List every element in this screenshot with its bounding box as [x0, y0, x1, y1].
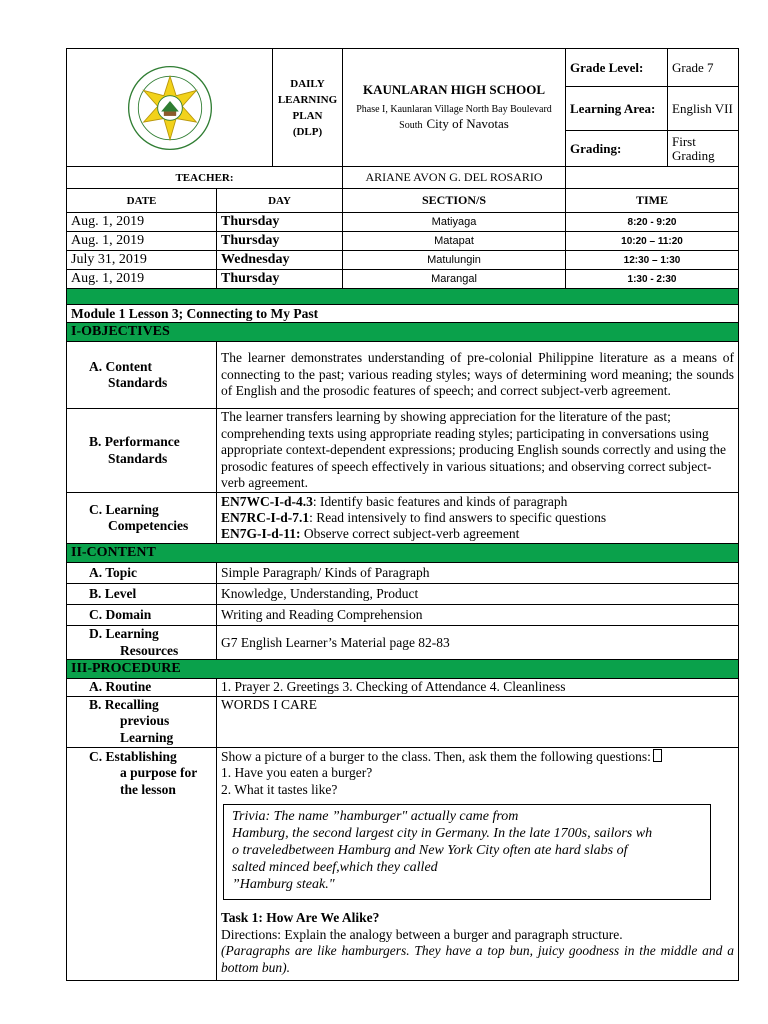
label-line: B. Performance: [89, 434, 180, 449]
learning-area-label: Learning Area:: [566, 87, 668, 131]
competency-text: : Read intensively to find answers to specific questions: [309, 510, 607, 525]
domain-value: Writing and Reading Comprehension: [217, 605, 739, 626]
trivia-line: Trivia: The name ”hamburger" actually came from: [232, 809, 519, 824]
trivia-line: Hamburg, the second largest city in Germany. In the late 1700s, sailors wh: [232, 826, 653, 841]
competency-text: Observe correct subject-verb agreement: [300, 526, 520, 541]
schedule-header-date: DATE: [67, 189, 217, 213]
schedule-row: [67, 213, 739, 232]
schedule-header-day: DAY: [217, 189, 343, 213]
routine-label: A. Routine: [67, 679, 217, 697]
schedule-row: [67, 232, 739, 251]
label-line: C. Establishing: [89, 748, 177, 764]
establishing-purpose-content: [217, 747, 739, 980]
schedule-row: [67, 270, 739, 289]
schedule-row: [67, 251, 739, 270]
schedule-date: Aug. 1, 2019: [67, 270, 217, 289]
content-heading: II-CONTENT: [67, 544, 739, 563]
recalling-label: [67, 696, 217, 747]
grading-value: First Grading: [668, 131, 739, 167]
competency-code: EN7RC-I-d-7.1: [221, 510, 310, 525]
trivia-line: ”Hamburg steak.": [232, 877, 335, 892]
content-standards-text: The learner demonstrates understanding of pre-colonial Philippine literature as a means of connecting to the past; various reading styles; ways of determining word meaning; the sounds of English and the prosodic features of speech; and correct subject-verb agreement.: [217, 342, 739, 409]
dlp-title-line: (DLP): [292, 125, 323, 138]
label-line: the lesson: [120, 781, 176, 797]
dlp-title-line: PLAN: [292, 109, 323, 122]
school-info: [343, 49, 566, 167]
trivia-line: o traveledbetween Hamburg and New York City often ate hard slabs of: [232, 843, 628, 858]
schedule-time: 1:30 - 2:30: [566, 270, 739, 289]
schedule-section: Matapat: [343, 232, 566, 251]
question-item: 2. What it tastes like?: [221, 781, 338, 797]
topic-value: Simple Paragraph/ Kinds of Paragraph: [217, 563, 739, 584]
recalling-value: WORDS I CARE: [217, 696, 739, 747]
label-line: Standards: [108, 375, 168, 390]
dlp-title: [273, 49, 343, 167]
school-address: Phase I, Kaunlaran Village North Bay Boulevard South: [356, 104, 552, 131]
checkbox-glyph-icon: [653, 749, 662, 762]
trivia-line: salted minced beef,which they called: [232, 860, 438, 875]
label-line: A. Content: [89, 358, 152, 374]
schedule-time: 12:30 – 1:30: [566, 251, 739, 270]
grading-label: Grading:: [566, 131, 668, 167]
schedule-day: Wednesday: [217, 251, 343, 270]
learning-area-value: English VII: [668, 87, 739, 131]
learning-competencies-label: [67, 493, 217, 544]
resources-label: [67, 626, 217, 660]
schedule-date: Aug. 1, 2019: [67, 213, 217, 232]
dlp-title-line: DAILY: [290, 77, 325, 90]
purpose-intro-text: Show a picture of a burger to the class. Then, ask them the following questions:: [221, 748, 651, 764]
school-city: City of Navotas: [426, 116, 509, 131]
green-divider: [67, 289, 739, 305]
schedule-time: 8:20 - 9:20: [566, 213, 739, 232]
label-line: previous: [120, 713, 170, 728]
procedure-heading: III-PROCEDURE: [67, 660, 739, 679]
level-value: Knowledge, Understanding, Product: [217, 584, 739, 605]
dlp-title-line: LEARNING: [277, 93, 338, 106]
schedule-section: Marangal: [343, 270, 566, 289]
performance-standards-text: The learner transfers learning by showing appreciation for the literature of the past; comprehending texts using appropriate reading styles; participating in conversations using appropriate context-dependent expressions; producing English sounds correctly and using the prosodic features of speech effectively in various situations; and observing correct subject-verb agreement.: [217, 409, 739, 493]
label-line: D. Learning: [89, 626, 159, 641]
level-label: B. Level: [67, 584, 217, 605]
schedule-header-time: TIME: [566, 189, 739, 213]
schedule-date: Aug. 1, 2019: [67, 232, 217, 251]
competency-item: [221, 526, 734, 542]
schedule-header-section: SECTION/S: [343, 189, 566, 213]
schedule-day: Thursday: [217, 270, 343, 289]
task-title: Task 1: How Are We Alike?: [221, 910, 380, 925]
label-line: Standards: [108, 450, 168, 466]
label-line: Competencies: [108, 518, 189, 533]
learning-competencies-list: [217, 493, 739, 544]
schedule-day: Thursday: [217, 213, 343, 232]
school-name: KAUNLARAN HIGH SCHOOL: [362, 82, 546, 97]
teacher-name: ARIANE AVON G. DEL ROSARIO: [343, 167, 566, 189]
topic-label: A. Topic: [67, 563, 217, 584]
dlp-table: [66, 48, 739, 981]
establishing-purpose-label: [67, 747, 217, 980]
teacher-label: TEACHER:: [67, 167, 343, 189]
label-line: Learning: [120, 729, 174, 745]
performance-standards-label: [67, 409, 217, 493]
teacher-blank: [566, 167, 739, 189]
label-line: C. Learning: [89, 501, 159, 517]
school-seal-icon: [126, 64, 214, 152]
label-line: Resources: [120, 642, 179, 658]
label-line: B. Recalling: [89, 696, 159, 712]
grade-level-value: Grade 7: [668, 49, 739, 87]
question-item: 1. Have you eaten a burger?: [221, 765, 373, 780]
domain-label: C. Domain: [67, 605, 217, 626]
competency-item: [221, 510, 734, 526]
competency-item: [221, 494, 734, 510]
purpose-intro: [221, 749, 734, 766]
content-standards-label: [67, 342, 217, 409]
school-logo-cell: [67, 49, 273, 167]
resources-value: G7 English Learner’s Material page 82-83: [217, 626, 739, 660]
schedule-day: Thursday: [217, 232, 343, 251]
competency-code: EN7WC-I-d-4.3: [221, 494, 313, 509]
module-title: Module 1 Lesson 3; Connecting to My Past: [67, 305, 739, 323]
dlp-document: [66, 48, 738, 981]
grade-level-label: Grade Level:: [566, 49, 668, 87]
label-line: a purpose for: [120, 765, 198, 780]
schedule-date: July 31, 2019: [67, 251, 217, 270]
routine-value: 1. Prayer 2. Greetings 3. Checking of Attendance 4. Cleanliness: [217, 679, 739, 697]
schedule-time: 10:20 – 11:20: [566, 232, 739, 251]
task-answer: (Paragraphs are like hamburgers. They have a top bun, juicy goodness in the middle and a bottom bun).: [221, 943, 734, 975]
competency-text: : Identify basic features and kinds of paragraph: [312, 494, 568, 509]
task-directions: Directions: Explain the analogy between a burger and paragraph structure.: [221, 926, 623, 942]
objectives-heading: I-OBJECTIVES: [67, 323, 739, 342]
trivia-box: [223, 804, 711, 900]
schedule-section: Matulungin: [343, 251, 566, 270]
competency-code: EN7G-I-d-11:: [221, 526, 301, 541]
schedule-section: Matiyaga: [343, 213, 566, 232]
